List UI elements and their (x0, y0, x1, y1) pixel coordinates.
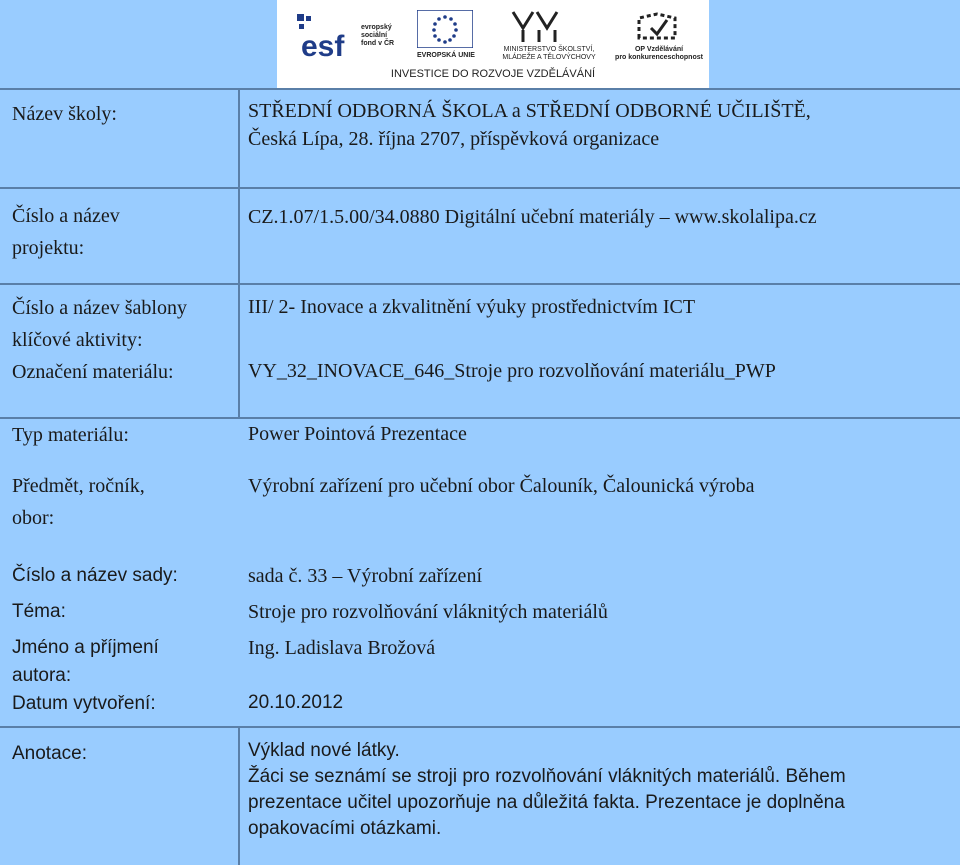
value-school-2: Česká Lípa, 28. října 2707, příspěvková organizace (248, 128, 660, 150)
esf-logo (295, 12, 415, 64)
label-project-1: Číslo a název (12, 205, 120, 227)
value-annotation-1: Výklad nové látky. (248, 740, 400, 761)
esf-text-3: fond v ČR (361, 40, 395, 47)
op-text-2: pro konkurenceschopnost (615, 54, 703, 61)
label-author-2: autora: (12, 665, 72, 686)
value-author: Ing. Ladislava Brožová (248, 637, 436, 659)
value-date: 20.10.2012 (248, 692, 344, 713)
value-school-1: STŘEDNÍ ODBORNÁ ŠKOLA a STŘEDNÍ ODBORNÉ UČILIŠTĚ, (248, 100, 811, 122)
label-template-1: Číslo a název šablony (12, 297, 187, 319)
row-divider-3 (0, 417, 960, 419)
label-material-code: Označení materiálu: (12, 361, 174, 383)
value-material-type: Power Pointová Prezentace (248, 423, 467, 445)
table-divider-vertical (238, 88, 240, 418)
label-material-type: Typ materiálu: (12, 424, 129, 446)
logo-strip (277, 0, 709, 88)
value-project: CZ.1.07/1.5.00/34.0880 Digitální učební materiály – www.skolalipa.cz (248, 206, 817, 228)
row-divider-1 (0, 187, 960, 189)
value-template: III/ 2- Inovace a zkvalitnění výuky prostřednictvím ICT (248, 296, 696, 318)
value-annotation-4: opakovacími otázkami. (248, 818, 442, 839)
logo-caption: INVESTICE DO ROZVOJE VZDĚLÁVÁNÍ (390, 68, 596, 80)
label-subject-1: Předmět, ročník, (12, 475, 145, 497)
eu-text: EVROPSKÁ UNIE (417, 52, 475, 59)
label-topic: Téma: (12, 601, 66, 622)
value-subject: Výrobní zařízení pro učební obor Čalouník, Čalounická výroba (248, 475, 755, 497)
label-template-2: klíčové aktivity: (12, 329, 143, 351)
value-annotation-3: prezentace učitel upozorňuje na důležitá fakta. Prezentace je doplněna (248, 792, 845, 813)
esf-text-2: sociální (361, 32, 388, 39)
value-annotation-2: Žáci se seznámí se stroji pro rozvolňování vláknitých materiálů. Během (248, 766, 846, 787)
label-school: Název školy: (12, 103, 117, 125)
annotation-divider-vertical (238, 726, 240, 865)
esf-mark-icon (295, 12, 365, 60)
label-annotation: Anotace: (12, 743, 87, 764)
value-material-code: VY_32_INOVACE_646_Stroje pro rozvolňování materiálu_PWP (248, 360, 776, 382)
eu-logo (417, 10, 487, 66)
label-subject-2: obor: (12, 507, 55, 529)
msmt-text-1: MINISTERSTVO ŠKOLSTVÍ, (503, 46, 595, 53)
msmt-text-2: MLÁDEŽE A TĚLOVÝCHOVY (502, 54, 596, 61)
op-logo (613, 10, 705, 66)
esf-text-1: evropský (361, 24, 392, 31)
value-set: sada č. 33 – Výrobní zařízení (248, 565, 482, 587)
table-border-top (0, 88, 960, 90)
op-text-1: OP Vzdělávání (634, 46, 684, 53)
label-project-2: projektu: (12, 237, 85, 259)
msmt-logo (489, 8, 609, 64)
row-divider-4 (0, 726, 960, 728)
label-set: Číslo a název sady: (12, 565, 178, 586)
eu-flag-icon (417, 10, 473, 48)
row-divider-2 (0, 283, 960, 285)
msmt-mark-icon (509, 8, 569, 46)
value-topic: Stroje pro rozvolňování vláknitých materiálů (248, 601, 608, 623)
label-author-1: Jméno a příjmení (12, 637, 159, 658)
svg-text:esf: esf (301, 30, 345, 60)
label-date: Datum vytvoření: (12, 693, 156, 714)
op-mark-icon (633, 10, 681, 44)
